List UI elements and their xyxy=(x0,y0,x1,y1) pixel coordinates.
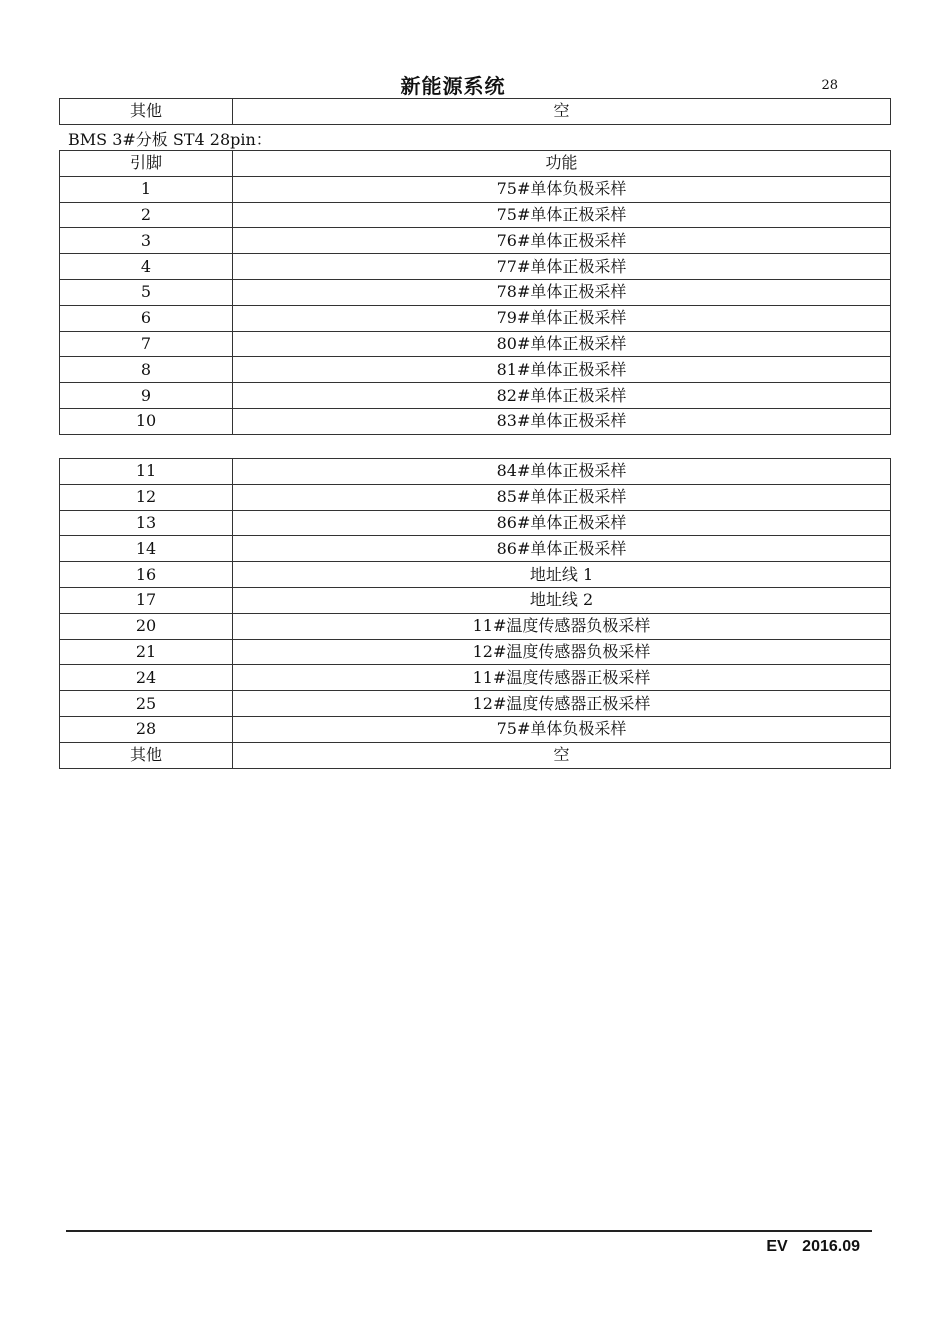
column-header-pin: 引脚 xyxy=(60,151,233,177)
pin-cell: 12 xyxy=(60,484,233,510)
pin-cell: 14 xyxy=(60,536,233,562)
table-row xyxy=(60,331,891,357)
function-cell: 82#单体正极采样 xyxy=(233,383,891,409)
pin-cell: 5 xyxy=(60,279,233,305)
pin-cell: 9 xyxy=(60,383,233,409)
table-row xyxy=(60,716,891,742)
table-row xyxy=(60,742,891,768)
function-cell: 地址线 2 xyxy=(233,587,891,613)
function-cell: 79#单体正极采样 xyxy=(233,305,891,331)
function-cell: 11#温度传感器正极采样 xyxy=(233,665,891,691)
pin-cell: 10 xyxy=(60,408,233,434)
table-row xyxy=(60,176,891,202)
pin-cell: 16 xyxy=(60,562,233,588)
function-cell: 12#温度传感器负极采样 xyxy=(233,639,891,665)
function-cell: 83#单体正极采样 xyxy=(233,408,891,434)
function-cell: 12#温度传感器正极采样 xyxy=(233,691,891,717)
table-row xyxy=(60,665,891,691)
page-number: 28 xyxy=(821,78,838,93)
previous-connector-table-tail xyxy=(59,98,891,125)
pin-cell: 25 xyxy=(60,691,233,717)
table-row xyxy=(60,459,891,485)
pin-cell: 8 xyxy=(60,357,233,383)
table-row xyxy=(60,279,891,305)
pin-cell: 11 xyxy=(60,459,233,485)
function-cell: 86#单体正极采样 xyxy=(233,536,891,562)
pin-function-table xyxy=(59,150,891,435)
function-cell: 空 xyxy=(233,99,891,125)
pin-cell: 13 xyxy=(60,510,233,536)
pin-cell: 4 xyxy=(60,254,233,280)
pin-cell: 24 xyxy=(60,665,233,691)
table-row xyxy=(60,228,891,254)
pin-cell: 20 xyxy=(60,613,233,639)
table-row xyxy=(60,357,891,383)
table-row xyxy=(60,99,891,125)
function-cell: 84#单体正极采样 xyxy=(233,459,891,485)
table-row xyxy=(60,639,891,665)
table-row xyxy=(60,587,891,613)
footer-label: EV 2016.09 xyxy=(766,1238,860,1255)
function-cell: 81#单体正极采样 xyxy=(233,357,891,383)
table-row xyxy=(60,691,891,717)
function-cell: 77#单体正极采样 xyxy=(233,254,891,280)
connector-section-label: BMS 3#分板 ST4 28pin： xyxy=(68,130,272,149)
function-cell: 空 xyxy=(233,742,891,768)
pin-cell: 1 xyxy=(60,176,233,202)
table-row xyxy=(60,484,891,510)
pin-cell: 其他 xyxy=(60,742,233,768)
table-row xyxy=(60,408,891,434)
function-cell: 11#温度传感器负极采样 xyxy=(233,613,891,639)
pin-cell: 7 xyxy=(60,331,233,357)
pin-cell: 2 xyxy=(60,202,233,228)
function-cell: 85#单体正极采样 xyxy=(233,484,891,510)
table-row xyxy=(60,510,891,536)
pin-cell: 17 xyxy=(60,587,233,613)
footer-rule xyxy=(66,1230,872,1232)
table-row xyxy=(60,536,891,562)
function-cell: 地址线 1 xyxy=(233,562,891,588)
table-row xyxy=(60,305,891,331)
pin-cell: 28 xyxy=(60,716,233,742)
table-row xyxy=(60,562,891,588)
document-title: 新能源系统 xyxy=(400,74,506,98)
pin-function-table-continued xyxy=(59,458,891,769)
pin-cell: 3 xyxy=(60,228,233,254)
function-cell: 75#单体正极采样 xyxy=(233,202,891,228)
column-header-function: 功能 xyxy=(233,151,891,177)
function-cell: 75#单体负极采样 xyxy=(233,716,891,742)
table-row xyxy=(60,383,891,409)
pin-cell: 其他 xyxy=(60,99,233,125)
function-cell: 80#单体正极采样 xyxy=(233,331,891,357)
page-header xyxy=(66,66,840,99)
table-row xyxy=(60,613,891,639)
pin-cell: 6 xyxy=(60,305,233,331)
table-row xyxy=(60,202,891,228)
function-cell: 76#单体正极采样 xyxy=(233,228,891,254)
function-cell: 75#单体负极采样 xyxy=(233,176,891,202)
table-row xyxy=(60,254,891,280)
function-cell: 78#单体正极采样 xyxy=(233,279,891,305)
function-cell: 86#单体正极采样 xyxy=(233,510,891,536)
table-header-row xyxy=(60,151,891,177)
pin-cell: 21 xyxy=(60,639,233,665)
